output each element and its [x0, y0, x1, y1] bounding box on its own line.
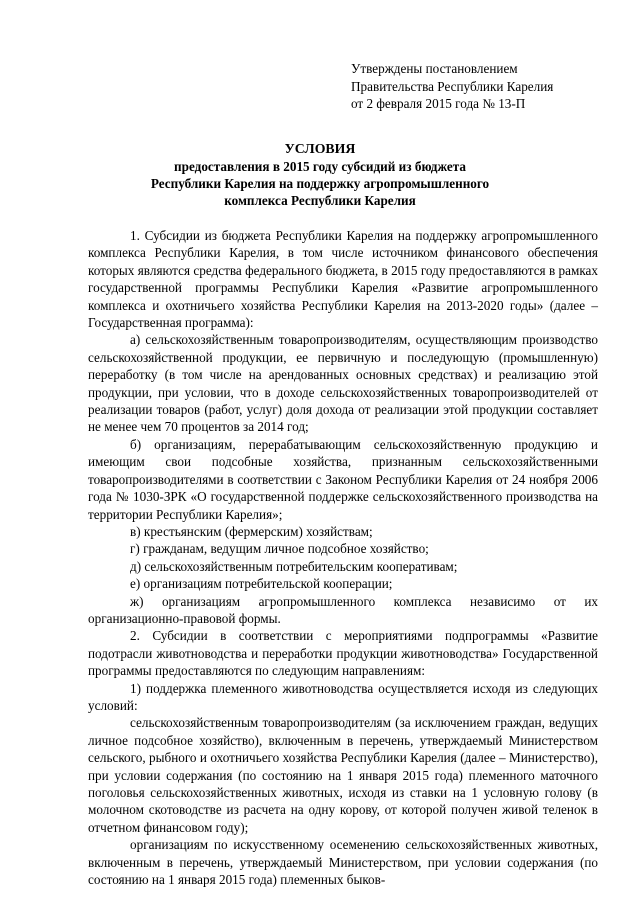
document-body: [88, 227, 598, 888]
paragraph-g: г) гражданам, ведущим личное подсобное хозяйство;: [130, 541, 429, 557]
paragraph-2-1-a: сельскохозяйственным товаропроизводителям (за исключением граждан, ведущих личное подсобное хозяйство), включенным в перечень, утверждаемый Министерством сельского, рыбного и охотничьего хозяйства Республики Карелия (далее – Министерство), при условии содержания (по состоянию на 1 января 2015 года) племенного маточного поголовья сельскохозяйственных животных, исходя из ставки на 1 условную голову (в молочном скотоводстве из расчета на одну корову, от которой получен живой теленок в отчетном финансовом году);: [88, 715, 598, 835]
title-line-3: комплекса Республики Карелия: [224, 193, 416, 208]
paragraph-d: д) сельскохозяйственным потребительским кооперативам;: [130, 558, 458, 574]
paragraph-a: а) сельскохозяйственным товаропроизводителям, осуществляющим производство сельскохозяйственной продукции, ее первичную и последующую (промышленную) переработку (в том числе на арендованных основных средствах) и реализацию этой продукции, при условии, что в доходе сельскохозяйственных товаропроизводителей от реализации товаров (работ, услуг) доля дохода от реализации этой продукции составляет не менее чем 70 процентов за 2014 год;: [88, 332, 598, 435]
title-line-1: предоставления в 2015 году субсидий из бюджета: [174, 159, 466, 174]
paragraph-e: е) организациям потребительской кооперации;: [130, 576, 393, 592]
approval-line-2: Правительства Республики Карелия: [351, 78, 554, 94]
paragraph-v: в) крестьянским (фермерским) хозяйствам;: [130, 523, 373, 539]
paragraph-b: б) организациям, перерабатывающим сельскохозяйственную продукцию и имеющим свои подсобные хозяйства, признанным сельскохозяйственными товаропроизводителями в соответствии с Законом Республики Карелия от 24 ноября 2006 года № 1030-ЗРК «О государственной поддержке сельскохозяйственного производства на территории Республики Карелия»;: [88, 436, 598, 522]
document-title: [0, 140, 640, 209]
paragraph-1: 1. Субсидии из бюджета Республики Карелия на поддержку агропромышленного комплекса Республики Карелия, в том числе источником финансового обеспечения которых являются средства федерального бюджета, в 2015 году предоставляются в рамках государственной программы Республики Карелия «Развитие агропромышленного комплекса и охотничьего хозяйства Республики Карелия на 2013-2020 годы» (далее – Государственная программа):: [88, 228, 598, 331]
paragraph-2-1-b: организациям по искусственному осеменению сельскохозяйственных животных, включенным в перечень, утверждаемый Министерством, при условии содержания (по состоянию на 1 января 2015 года) племенных быков-: [88, 837, 598, 888]
paragraph-zh: ж) организациям агропромышленного комплекса независимо от их организационно-правовой формы.: [88, 593, 598, 626]
approval-stamp: [351, 60, 553, 113]
title-heading: УСЛОВИЯ: [284, 141, 356, 156]
title-line-2: Республики Карелия на поддержку агропромышленного: [150, 176, 490, 191]
paragraph-2: 2. Субсидии в соответствии с мероприятиями подпрограммы «Развитие подотрасли животноводства и переработки продукции животноводства» Государственной программы предоставляются по следующим направлениям:: [88, 628, 598, 679]
paragraph-2-1: 1) поддержка племенного животноводства осуществляется исходя из следующих условий:: [88, 680, 598, 713]
approval-line-3: от 2 февраля 2015 года № 13-П: [351, 96, 526, 111]
approval-line-1: Утверждены постановлением: [351, 61, 518, 76]
